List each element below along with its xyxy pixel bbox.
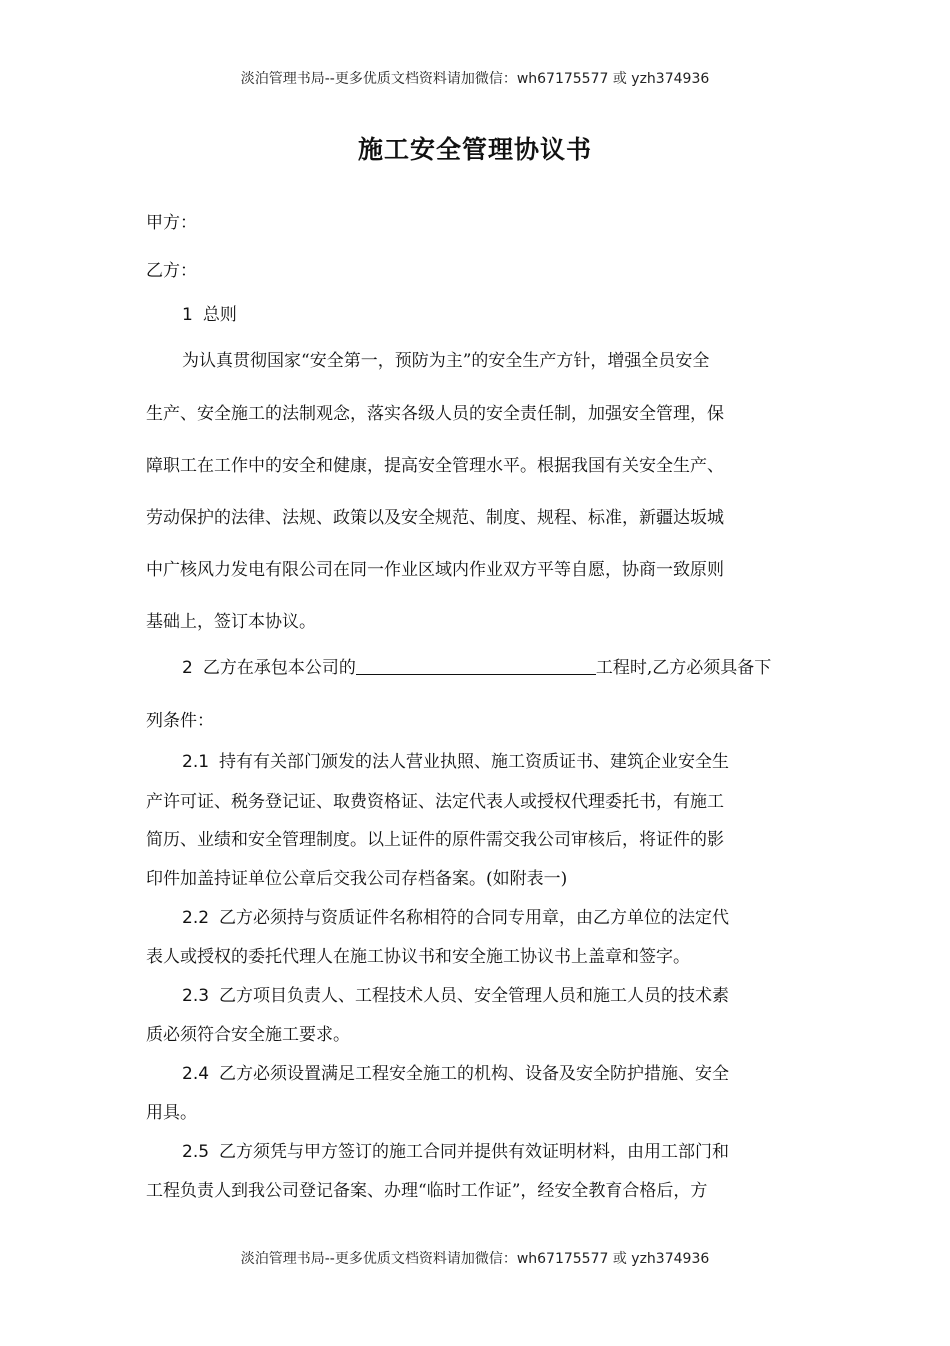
paragraph-line: 印件加盖持证单位公章后交我公司存档备案。(如附表一) (146, 869, 568, 889)
paragraph-line: 列条件： (146, 711, 214, 731)
item-text: 乙方须凭与甲方签订的施工合同并提供有效证明材料，由用工部门和 (219, 1142, 730, 1162)
paragraph-line: 产许可证、税务登记证、取费资格证、法定代表人或授权代理委托书，有施工 (146, 792, 724, 812)
item-number: 2.5 (182, 1142, 210, 1162)
paragraph-line: 质必须符合安全施工要求。 (146, 1025, 350, 1045)
paragraph-line: 生产、安全施工的法制观念，落实各级人员的安全责任制，加强安全管理，保 (146, 404, 724, 424)
item-2-3-first-line (182, 981, 729, 1006)
party-a-label: 甲方： (146, 213, 197, 233)
item-number: 2.4 (182, 1064, 210, 1084)
section-number: 2 (182, 658, 193, 678)
page-header: 淡泊管理书局--更多优质文档资料请加微信：wh67175577 或 yzh374936 (240, 71, 710, 87)
item-number: 2.2 (182, 908, 210, 928)
section-title: 总则 (202, 305, 237, 325)
page-footer: 淡泊管理书局--更多优质文档资料请加微信：wh67175577 或 yzh374936 (240, 1251, 710, 1267)
section-number: 1 (182, 305, 193, 325)
item-2-4-first-line (182, 1059, 729, 1084)
document-title: 施工安全管理协议书 (357, 135, 592, 164)
paragraph-line: 中广核风力发电有限公司在同一作业区域内作业双方平等自愿，协商一致原则 (146, 560, 724, 580)
paragraph-line: 用具。 (146, 1103, 197, 1123)
item-text: 乙方项目负责人、工程技术人员、安全管理人员和施工人员的技术素 (219, 986, 730, 1006)
item-2-2-first-line (182, 903, 729, 928)
section-1-heading (182, 300, 237, 325)
fill-in-blank[interactable] (356, 658, 596, 675)
item-2-1-first-line (182, 747, 729, 772)
paragraph-line: 为认真贯彻国家“安全第一，预防为主”的安全生产方针，增强全员安全 (182, 351, 710, 371)
item-2-5-first-line (182, 1137, 729, 1162)
paragraph-line: 劳动保护的法律、法规、政策以及安全规范、制度、规程、标准，新疆达坂城 (146, 508, 724, 528)
section-text: 乙方在承包本公司的 (202, 658, 356, 678)
paragraph-line: 简历、业绩和安全管理制度。以上证件的原件需交我公司审核后，将证件的影 (146, 830, 724, 850)
paragraph-line: 基础上，签订本协议。 (146, 612, 316, 632)
section-text: 工程时,乙方必须具备下 (595, 658, 772, 678)
item-text: 持有有关部门颁发的法人营业执照、施工资质证书、建筑企业安全生 (219, 752, 730, 772)
party-b-label: 乙方： (146, 261, 197, 281)
item-number: 2.1 (182, 752, 210, 772)
section-2-heading (182, 653, 771, 678)
item-text: 乙方必须设置满足工程安全施工的机构、设备及安全防护措施、安全 (219, 1064, 730, 1084)
item-text: 乙方必须持与资质证件名称相符的合同专用章，由乙方单位的法定代 (219, 908, 730, 928)
paragraph-line: 障职工在工作中的安全和健康，提高安全管理水平。根据我国有关安全生产、 (146, 456, 724, 476)
paragraph-line: 工程负责人到我公司登记备案、办理“临时工作证”，经安全教育合格后，方 (146, 1181, 708, 1201)
item-number: 2.3 (182, 986, 210, 1006)
paragraph-line: 表人或授权的委托代理人在施工协议书和安全施工协议书上盖章和签字。 (146, 947, 690, 967)
